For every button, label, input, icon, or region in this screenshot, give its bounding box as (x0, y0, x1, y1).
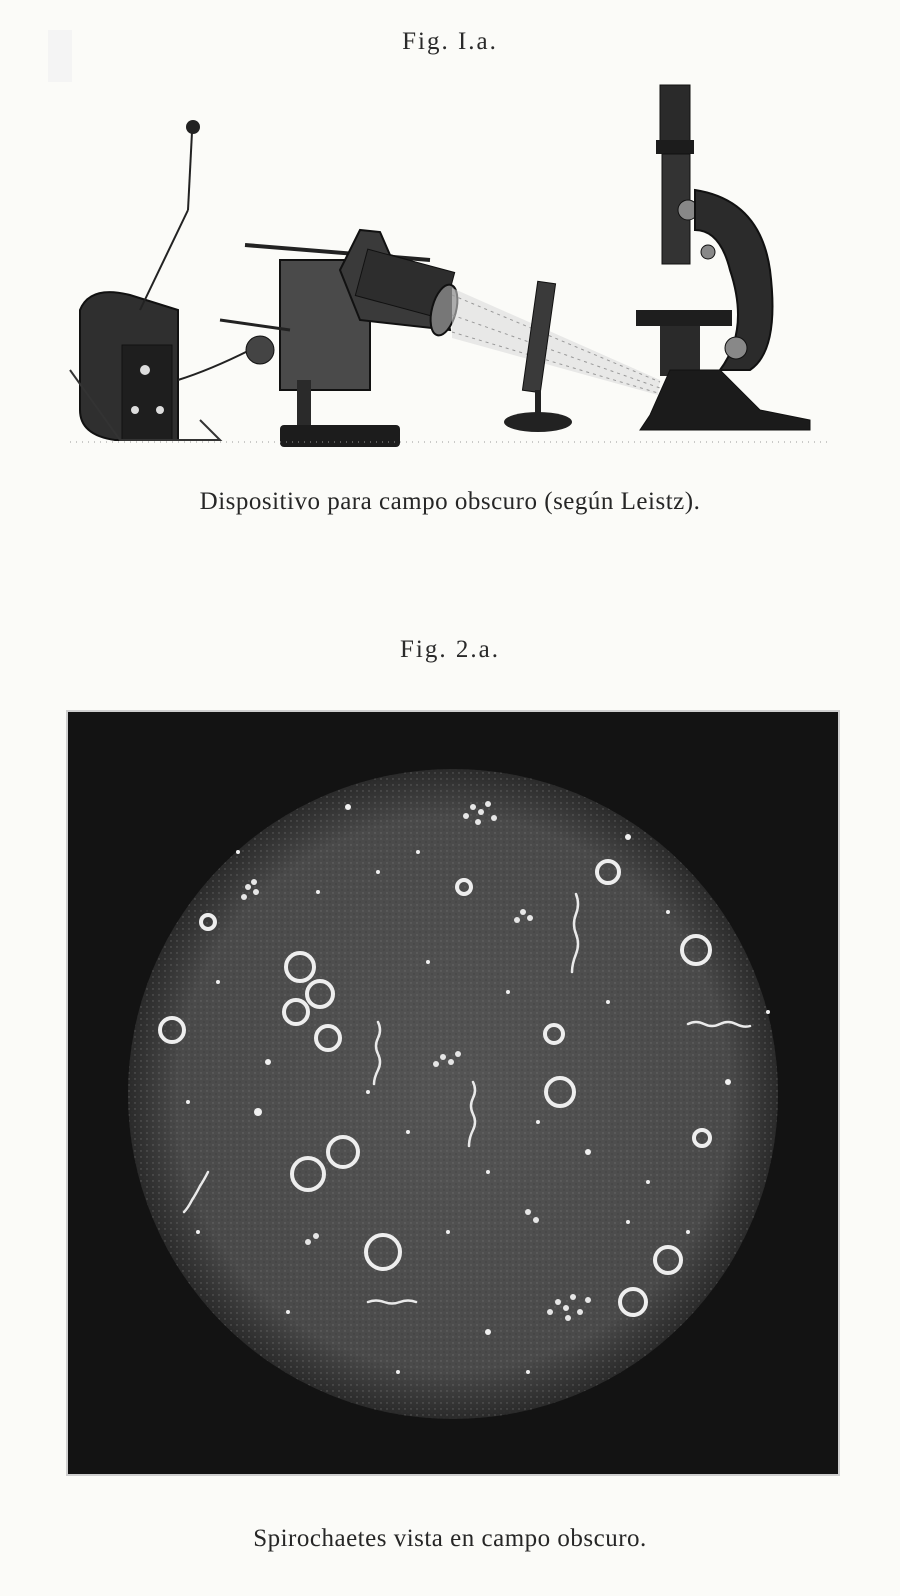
figure-1-caption: Dispositivo para campo obscuro (según Leistz). (199, 488, 701, 515)
microscope (636, 85, 810, 430)
lamp-housing (70, 292, 220, 440)
micrograph-field (68, 712, 838, 1474)
figure-2-micrograph (66, 710, 840, 1476)
figure-1-title: Fig. I.a. (402, 28, 498, 55)
light-beam (452, 288, 660, 395)
figure-2-caption: Spirochaetes vista en campo obscuro. (253, 1525, 647, 1552)
figure-2-title: Fig. 2.a. (400, 636, 500, 663)
figure-1-illustration (60, 70, 840, 470)
scan-mark (48, 30, 72, 82)
